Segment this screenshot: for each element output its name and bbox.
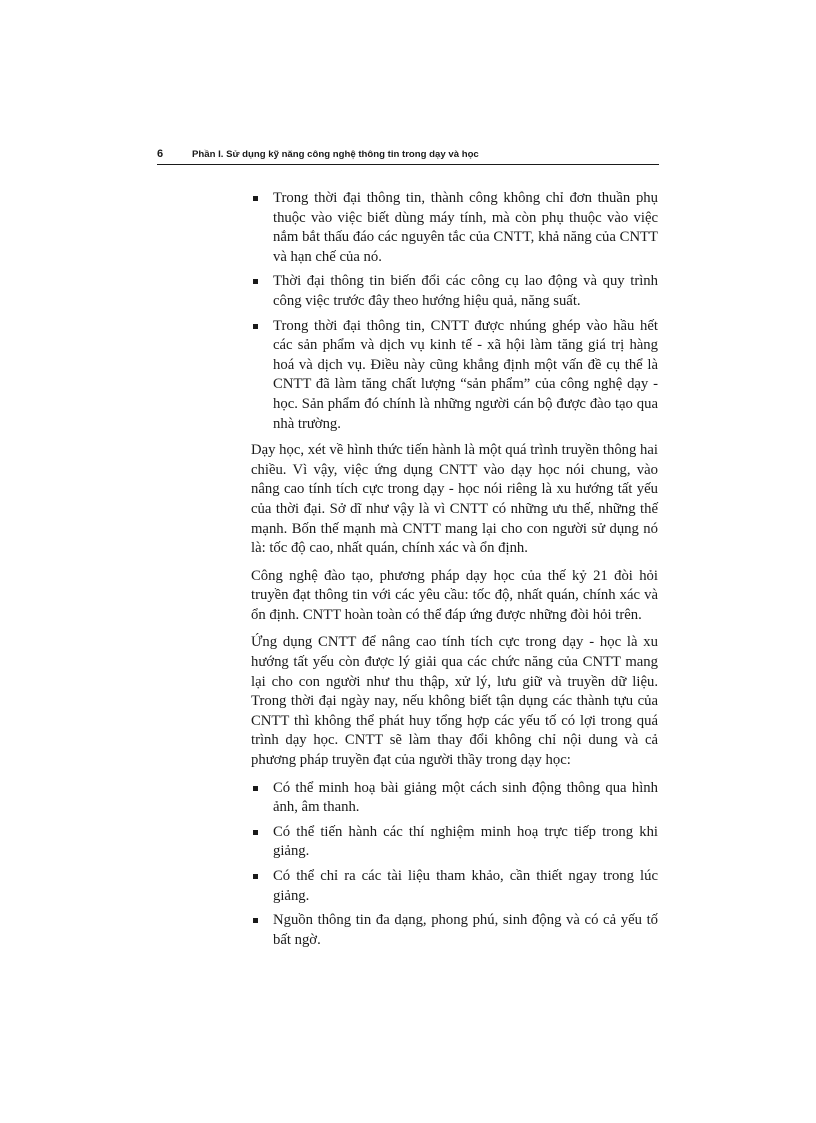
square-bullet-icon bbox=[253, 196, 258, 201]
list-item-text: Trong thời đại thông tin, CNTT được nhúng ghép vào hầu hết các sản phẩm và dịch vụ kinh tế - xã hội làm tăng giá trị hàng hoá và dịch vụ. Điều này cũng khẳng định một vấn đề cụ thể là CNTT đã làm tăng chất lượng “sản phẩm” của công nghệ dạy - học. Sản phẩm đó chính là những người cán bộ được đào tạo qua nhà trường. bbox=[273, 317, 658, 432]
body-text bbox=[251, 189, 658, 955]
square-bullet-icon bbox=[253, 786, 258, 791]
list-item bbox=[251, 189, 658, 267]
square-bullet-icon bbox=[253, 324, 258, 329]
list-item bbox=[251, 911, 658, 950]
running-title: Phần I. Sử dụng kỹ năng công nghệ thông tin trong dạy và học bbox=[192, 149, 479, 160]
square-bullet-icon bbox=[253, 874, 258, 879]
list-item-text: Có thể chỉ ra các tài liệu tham khảo, cần thiết ngay trong lúc giảng. bbox=[273, 868, 658, 904]
list-item-text: Trong thời đại thông tin, thành công không chỉ đơn thuần phụ thuộc vào việc biết dùng máy tính, mà còn phụ thuộc vào việc nắm bắt thấu đáo các nguyên tắc của CNTT, khả năng của CNTT và hạn chế của nó. bbox=[273, 190, 658, 265]
paragraph: Dạy học, xét về hình thức tiến hành là một quá trình truyền thông hai chiều. Vì vậy, việc ứng dụng CNTT vào dạy học nói chung, vào nâng cao tính tích cực trong dạy - học nói riêng là xu hướng tất yếu của thời đại. Sở dĩ như vậy là vì CNTT có những ưu thế, những thế mạnh. Bốn thế mạnh mà CNTT mang lại cho con người sử dụng nó là: tốc độ cao, nhất quán, chính xác và ổn định. bbox=[251, 442, 658, 557]
list-item-text: Nguồn thông tin đa dạng, phong phú, sinh động và có cả yếu tố bất ngờ. bbox=[273, 912, 658, 948]
list-item-text: Thời đại thông tin biến đổi các công cụ lao động và quy trình công việc trước đây theo hướng hiệu quả, năng suất. bbox=[273, 273, 658, 309]
square-bullet-icon bbox=[253, 918, 258, 923]
square-bullet-icon bbox=[253, 830, 258, 835]
bullet-list-top bbox=[251, 189, 658, 434]
list-item-text: Có thể minh hoạ bài giảng một cách sinh động thông qua hình ảnh, âm thanh. bbox=[273, 779, 658, 816]
bullet-list-bottom bbox=[251, 779, 658, 951]
list-item bbox=[251, 779, 658, 818]
list-item bbox=[251, 867, 658, 906]
square-bullet-icon bbox=[253, 279, 258, 284]
list-item bbox=[251, 272, 658, 311]
paragraph: Công nghệ đào tạo, phương pháp dạy học của thế kỷ 21 đòi hỏi truyền đạt thông tin với các yêu cầu: tốc độ, nhất quán, chính xác và ổn định. CNTT hoàn toàn có thể đáp ứng được những đòi hỏi trên. bbox=[251, 567, 658, 623]
list-item bbox=[251, 823, 658, 862]
page-header bbox=[157, 146, 659, 165]
paragraph: Ứng dụng CNTT để nâng cao tính tích cực trong dạy - học là xu hướng tất yếu còn được lý giải qua các chức năng của CNTT mang lại cho con người như thu thập, xử lý, lưu giữ và truyền dữ liệu. Trong thời đại ngày nay, nếu không biết tận dụng các thành tựu của CNTT thì không thể phát huy tổng hợp các yếu tố có lợi trong quá trình dạy học. CNTT sẽ làm thay đổi không chỉ nội dung và cả phương pháp truyền đạt của người thầy trong dạy học: bbox=[251, 634, 658, 769]
page-number: 6 bbox=[157, 148, 164, 160]
list-item bbox=[251, 317, 658, 435]
list-item-text: Có thể tiến hành các thí nghiệm minh hoạ trực tiếp trong khi giảng. bbox=[273, 823, 658, 860]
